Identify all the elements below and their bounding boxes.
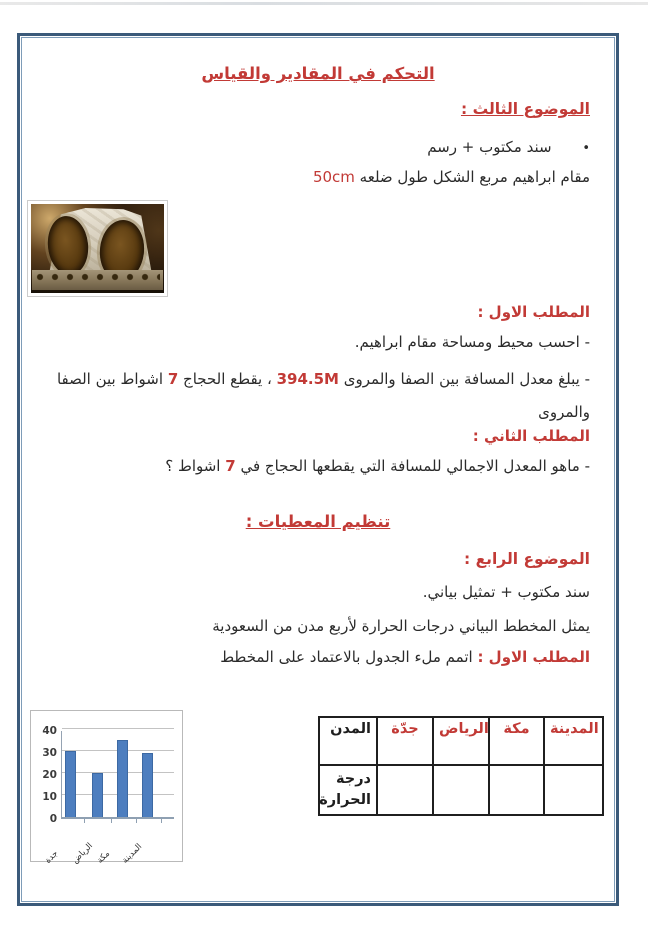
topic4-task-line bbox=[220, 648, 590, 666]
topic4-task-label: المطلب الاول : bbox=[477, 648, 590, 666]
question-p1: - ماهو المعدل الاجمالي للمسافة التي يقطعها الحجاج في bbox=[240, 457, 590, 475]
temperature-table bbox=[318, 716, 604, 816]
distance-p3: اشواط بين الصفا والمروى bbox=[56, 370, 590, 421]
page-content bbox=[20, 36, 616, 902]
y-tick-label: 40 bbox=[42, 725, 57, 737]
topic3-intro-line bbox=[313, 168, 590, 186]
scan-edge-line bbox=[0, 2, 648, 5]
temperature-bar-chart bbox=[30, 710, 183, 866]
cell-jeddah-temp[interactable] bbox=[377, 765, 433, 815]
side-length-value: 50cm bbox=[312, 168, 355, 186]
header-riyadh: الرياض bbox=[433, 717, 489, 765]
question-laps-value: 7 bbox=[225, 457, 236, 475]
distance-p1: - يبلغ معدل المسافة بين الصفا والمروى bbox=[343, 370, 590, 388]
page-title: التحكم في المقادير والقياس bbox=[201, 64, 435, 83]
topic4-line1: سند مكتوب + تمثيل بياني. bbox=[422, 583, 590, 601]
task2-label: المطلب الثاني : bbox=[472, 427, 590, 445]
x-tick-label: الرياض bbox=[70, 841, 95, 866]
topic3-bullet-text: سند مكتوب + رسم bbox=[427, 138, 552, 156]
stone-base-band bbox=[32, 270, 162, 290]
distance-p2: ، يقطع الحجاج bbox=[183, 370, 272, 388]
maqam-ibrahim-photo bbox=[27, 200, 168, 297]
chart-gridline bbox=[62, 728, 174, 729]
y-tick-label: 20 bbox=[42, 769, 57, 781]
task1-text: - احسب محيط ومساحة مقام ابراهيم. bbox=[354, 333, 590, 351]
question-p2: اشواط ؟ bbox=[165, 457, 221, 475]
x-tick-label: جدة bbox=[43, 848, 61, 866]
photo-background bbox=[31, 204, 164, 293]
task2-question bbox=[165, 457, 590, 475]
cell-makkah-temp[interactable] bbox=[489, 765, 544, 815]
topic4-heading: الموضوع الرابع : bbox=[463, 550, 590, 568]
row-label-temperature: درجة الحرارة bbox=[319, 765, 377, 815]
topic4-task-text: اتمم ملء الجدول بالاعتماد على المخطط bbox=[220, 648, 473, 666]
cell-riyadh-temp[interactable] bbox=[433, 765, 489, 815]
chart-bar bbox=[65, 751, 76, 817]
topic3-bullet-line bbox=[427, 138, 590, 156]
distance-paragraph bbox=[28, 363, 590, 429]
chart-plot bbox=[61, 731, 174, 819]
topic3-heading: الموضوع الثالث : bbox=[460, 100, 590, 118]
laps-count: 7 bbox=[167, 370, 179, 388]
x-tick-label: مكة bbox=[95, 848, 113, 866]
topic4-line2: يمثل المخطط البياني درجات الحرارة لأربع مدن من السعودية bbox=[212, 617, 590, 635]
y-tick-label: 30 bbox=[42, 747, 57, 759]
task1-label: المطلب الاول : bbox=[477, 303, 590, 321]
chart-x-labels bbox=[43, 823, 174, 866]
chart-bar bbox=[92, 773, 103, 817]
y-tick-label: 0 bbox=[49, 813, 57, 825]
cell-madinah-temp[interactable] bbox=[544, 765, 603, 815]
chart-bar bbox=[142, 753, 153, 817]
bullet-icon: • bbox=[582, 141, 590, 156]
header-cities: المدن bbox=[319, 717, 377, 765]
section-divider-heading: تنظيم المعطيات : bbox=[245, 512, 391, 531]
header-makkah: مكة bbox=[489, 717, 544, 765]
chart-y-axis bbox=[33, 725, 59, 825]
x-tick-label: المدينة bbox=[120, 841, 145, 866]
stone-rivets bbox=[35, 273, 160, 282]
intro-text: مقام ابراهيم مربع الشكل طول ضلعه bbox=[359, 168, 590, 186]
chart-bar bbox=[117, 740, 128, 817]
table-header-row bbox=[319, 717, 603, 765]
header-madinah: المدينة bbox=[544, 717, 603, 765]
y-tick-label: 10 bbox=[42, 791, 57, 803]
header-jeddah: جدّة bbox=[377, 717, 433, 765]
distance-value: 394.5M bbox=[276, 370, 339, 388]
table-data-row bbox=[319, 765, 603, 815]
